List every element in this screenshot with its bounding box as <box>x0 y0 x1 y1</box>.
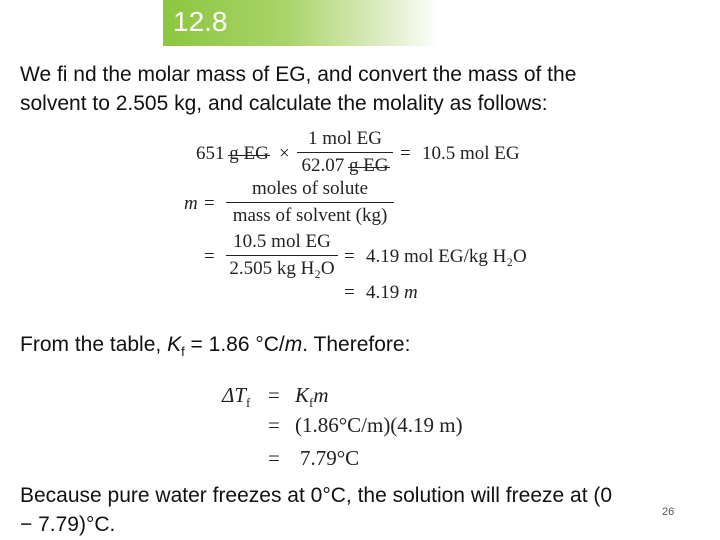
title-bar <box>163 0 440 46</box>
eq2-den: mass of solvent (kg) <box>232 205 388 226</box>
eq1-conv-den: 62.07 g EG <box>301 155 389 176</box>
conclusion-line-2: − 7.79)°C. <box>20 513 116 536</box>
fp-eq-3: = <box>268 446 280 470</box>
fp-eq-2: = <box>268 413 280 437</box>
slide-title: 12.8 <box>173 6 228 37</box>
intro-line-1: We fi nd the molar mass of EG, and convert the mass of the <box>20 63 577 86</box>
eq3-num: 10.5 mol EG <box>233 231 331 252</box>
intro-line-2: solvent to 2.505 kg, and calculate the molality as follows: <box>20 92 548 115</box>
eq3-fraction <box>226 231 338 280</box>
kf-paragraph: From the table, $K_f = 1.86$ °C/m. Therefore: <box>20 333 411 360</box>
eq2-fraction <box>226 178 394 227</box>
fp-delta: $\Delta T_f$ <box>222 383 251 411</box>
eq3-result: 4.19 mol EG/kg H₂O <box>366 246 527 267</box>
conclusion-line-1: Because pure water freezes at 0°C, the solution will freeze at (0 <box>20 484 613 507</box>
eq3-den: 2.505 kg H₂O <box>229 258 335 279</box>
eq1-result: 10.5 mol EG <box>422 143 520 164</box>
intro-paragraph <box>20 60 700 118</box>
page-number: 26 <box>662 506 675 518</box>
eq4-result: 4.19 m <box>366 282 418 303</box>
eq3-equals: = <box>204 246 215 267</box>
eq4-equals: = <box>344 282 355 303</box>
eq2-m: m <box>184 193 198 214</box>
eq1-mass-unit: g EG <box>229 143 269 164</box>
conclusion-paragraph <box>20 481 710 539</box>
eq1-conv-num: 1 mol EG <box>308 128 382 149</box>
eq2-num: moles of solute <box>251 178 369 199</box>
eq1-equals: = <box>400 143 411 164</box>
fp-rhs-1: $K_fm$ <box>295 383 329 411</box>
eq1-mass: 651 g EG <box>196 143 269 164</box>
eq1-conversion-fraction <box>297 128 393 177</box>
eq3-equals-2: = <box>344 246 355 267</box>
eq2-equals: = <box>204 193 215 214</box>
eq1-times: × <box>279 143 290 164</box>
fp-rhs-3: 7.79°C <box>300 446 360 470</box>
fp-rhs-2: (1.86°C/m)(4.19 m) <box>295 413 463 437</box>
fp-eq-1: = <box>268 383 280 407</box>
